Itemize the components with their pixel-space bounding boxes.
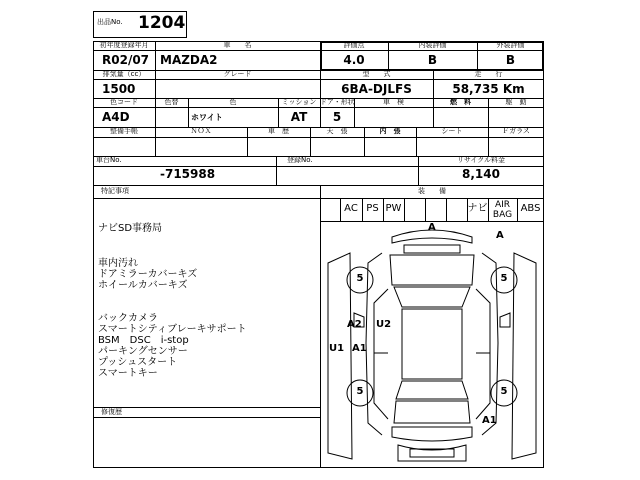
remark-line: パーキングセンサー xyxy=(98,346,188,357)
label-transmission: ミッション xyxy=(281,98,317,106)
equip-ps: PS xyxy=(366,203,379,214)
displacement-value: 1500 xyxy=(102,82,136,96)
tire-value-front-left: 5 xyxy=(356,273,364,284)
label-displacement: 排気量（cc） xyxy=(102,70,146,78)
damage-front-right: A xyxy=(496,230,504,241)
label-reg-no: 登録No. xyxy=(287,156,313,164)
label-chassis: 車台No. xyxy=(96,156,122,164)
remark-line: スマートシティブレーキサポート xyxy=(98,324,247,335)
label-fuel: 燃 料 xyxy=(450,98,471,106)
remark-navi: ナビSD事務局 xyxy=(98,223,163,234)
equip-navi: ナビ xyxy=(467,203,488,214)
label-remarks: 特記事項 xyxy=(101,187,129,195)
equip-pw: PW xyxy=(385,203,402,214)
rear-window xyxy=(396,381,468,399)
tire-value-rear-left: 5 xyxy=(356,386,364,397)
windshield xyxy=(394,287,470,307)
label-interior: 内装評価 xyxy=(418,41,447,49)
score-value: 4.0 xyxy=(343,53,365,67)
color-code-value: A4D xyxy=(102,110,130,124)
label-exterior: 外装評価 xyxy=(496,41,525,49)
label-sunroof: 天 張 xyxy=(326,127,348,135)
label-recycle: リサイクル料金 xyxy=(456,156,506,164)
hood xyxy=(390,255,474,285)
color-value: ホワイト xyxy=(191,113,223,122)
car-name-value: MAZDA2 xyxy=(160,53,218,67)
right-side-profile xyxy=(512,253,536,459)
label-equipment: 装 備 xyxy=(418,187,446,195)
remark-line: 車内汚れ xyxy=(98,258,138,269)
mileage-value: 58,735 Km xyxy=(452,82,525,96)
label-mileage: 走 行 xyxy=(474,70,503,78)
first-reg-value: R02/07 xyxy=(102,53,150,67)
label-color: 色 xyxy=(229,98,237,106)
label-color-code: 色コード xyxy=(110,98,138,106)
damage-a1-left: A1 xyxy=(352,343,367,354)
lot-number: 1204 xyxy=(138,13,186,33)
equip-airbag: AIR BAG xyxy=(492,200,513,220)
damage-a2: A2 xyxy=(347,319,362,330)
remark-line: プッシュスタート xyxy=(98,357,178,368)
damage-front-center: A xyxy=(428,222,436,233)
damage-u1: U1 xyxy=(329,343,345,354)
lot-label: 出品No. xyxy=(97,18,123,26)
tire-value-front-right: 5 xyxy=(500,273,508,284)
remark-line: スマートキー xyxy=(98,368,158,379)
label-doors: ドア・形状 xyxy=(320,98,355,106)
remarks-group-3 xyxy=(98,313,247,379)
trunk xyxy=(394,401,470,423)
label-color-tone: 色替 xyxy=(164,98,179,106)
label-car-name: 車 名 xyxy=(223,41,252,49)
left-side-profile xyxy=(328,253,352,459)
recycle-value: 8,140 xyxy=(462,167,500,181)
label-history: 車 歴 xyxy=(268,127,289,135)
label-f-glass: Ｆガラス xyxy=(502,127,530,135)
doors-value: 5 xyxy=(332,110,342,124)
equip-abs: ABS xyxy=(520,203,541,214)
remark-line: BSM DSC i-stop xyxy=(98,335,189,346)
label-model: 型 式 xyxy=(362,70,391,78)
remark-line: バックカメラ xyxy=(98,313,158,324)
chassis-value: -715988 xyxy=(160,167,216,181)
equip-ac: AC xyxy=(344,203,358,214)
label-repair: 修復歴 xyxy=(101,408,122,416)
label-interior-cover: 内 張 xyxy=(379,127,401,135)
damage-u2: U2 xyxy=(376,319,392,330)
remark-line: ドアミラーカバーキズ xyxy=(98,269,198,280)
interior-value: B xyxy=(427,53,438,67)
remark-line: ホイールカバーキズ xyxy=(98,280,188,291)
transmission-value: AT xyxy=(290,110,308,124)
tire-value-rear-right: 5 xyxy=(500,386,508,397)
label-inspection: 車 検 xyxy=(383,98,404,106)
label-drive: 駆 動 xyxy=(505,98,527,106)
roof xyxy=(402,309,462,379)
damage-a1-rear: A1 xyxy=(482,415,497,426)
model-value: 6BA-DJLFS xyxy=(341,82,412,96)
label-manual: 整備手帳 xyxy=(110,127,138,135)
label-first-reg: 初年度登録年月 xyxy=(99,41,149,49)
label-score: 評価点 xyxy=(343,41,365,49)
exterior-value: B xyxy=(505,53,516,67)
remarks-group-2 xyxy=(98,258,197,291)
label-nox: ＮＯＸ xyxy=(190,127,212,135)
rear-bumper xyxy=(392,427,472,441)
label-grade: グレード xyxy=(223,70,252,78)
label-seat: シート xyxy=(441,127,463,135)
